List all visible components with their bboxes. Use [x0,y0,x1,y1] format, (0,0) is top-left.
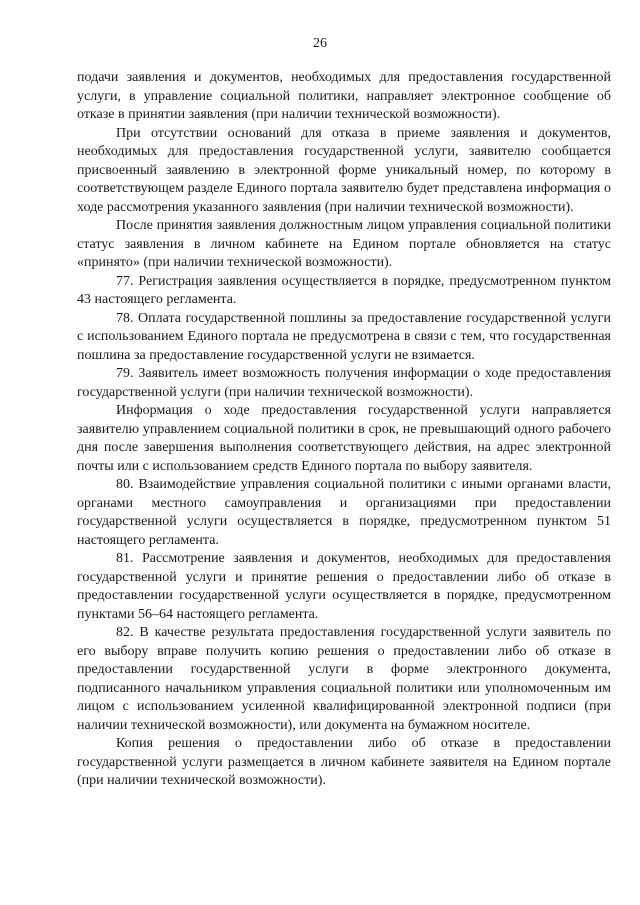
page-number: 26 [313,36,327,51]
paragraph-item-81: 81. Рассмотрение заявления и документов, необходимых для предоставления государственной услуги и принятие решения о предоставлении либо об отказе в предоставлении государственной услуги осуществляется в порядке, предусмотренном пунктами 56–64 настоящего регламента. [77,551,611,622]
paragraph-no-grounds-for-refusal: При отсутствии оснований для отказа в приеме заявления и документов, необходимых для предоставления государственной услуги, заявителю сообщается присвоенный заявлению в электронной форме уникальный номер, по которому в соответствующем разделе Единого портала заявителю будет представлена информация о ходе рассмотрения указанного заявления (при наличии технической возможности). [77,125,611,215]
document-body [77,69,611,791]
paragraph-progress-information: Информация о ходе предоставления государственной услуги направляется заявителю управлением социальной политики в срок, не превышающий одного рабочего дня после завершения выполнения соответствующего действия, на адрес электронной почты или с использованием средств Единого портала по выбору заявителя. [77,403,611,474]
paragraph-decision-copy: Копия решения о предоставлении либо об отказе в предоставлении государственной услуги размещается в личном кабинете заявителя на Едином портале (при наличии технической возможности). [77,736,611,788]
paragraph-item-80: 80. Взаимодействие управления социальной политики с иными органами власти, органами местного самоуправления и организациями при предоставлении государственной услуги осуществляется в порядке, предусмотренном пунктом 51 настоящего регламента. [77,477,611,548]
paragraph-item-77: 77. Регистрация заявления осуществляется в порядке, предусмотренном пунктом 43 настоящего регламента. [77,273,611,307]
paragraph-item-79: 79. Заявитель имеет возможность получения информации о ходе предоставления государственной услуги (при наличии технической возможности). [77,366,611,400]
paragraph-status-accepted: После принятия заявления должностным лицом управления социальной политики статус заявления в личном кабинете на Едином портале обновляется на статус «принято» (при наличии технической возможности). [77,218,611,270]
paragraph-item-82: 82. В качестве результата предоставления государственной услуги заявитель по его выбору вправе получить копию решения о предоставлении либо об отказе в предоставлении государственной услуги в форме электронного документа, подписанного начальником управления социальной политики или уполномоченным им лицом с использованием усиленной квалифицированной электронной подписи (при наличии технической возможности), или документа на бумажном носителе. [77,625,611,733]
paragraph-item-78: 78. Оплата государственной пошлины за предоставление государственной услуги с использованием Единого портала не предусмотрена в связи с тем, что государственная пошлина за предоставление государственной услуги не взимается. [77,310,611,363]
paragraph-continuation: подачи заявления и документов, необходимых для предоставления государственной услуги, в управление социальной политики, направляет электронное сообщение об отказе в принятии заявления (при наличии технической возможности). [77,70,611,122]
